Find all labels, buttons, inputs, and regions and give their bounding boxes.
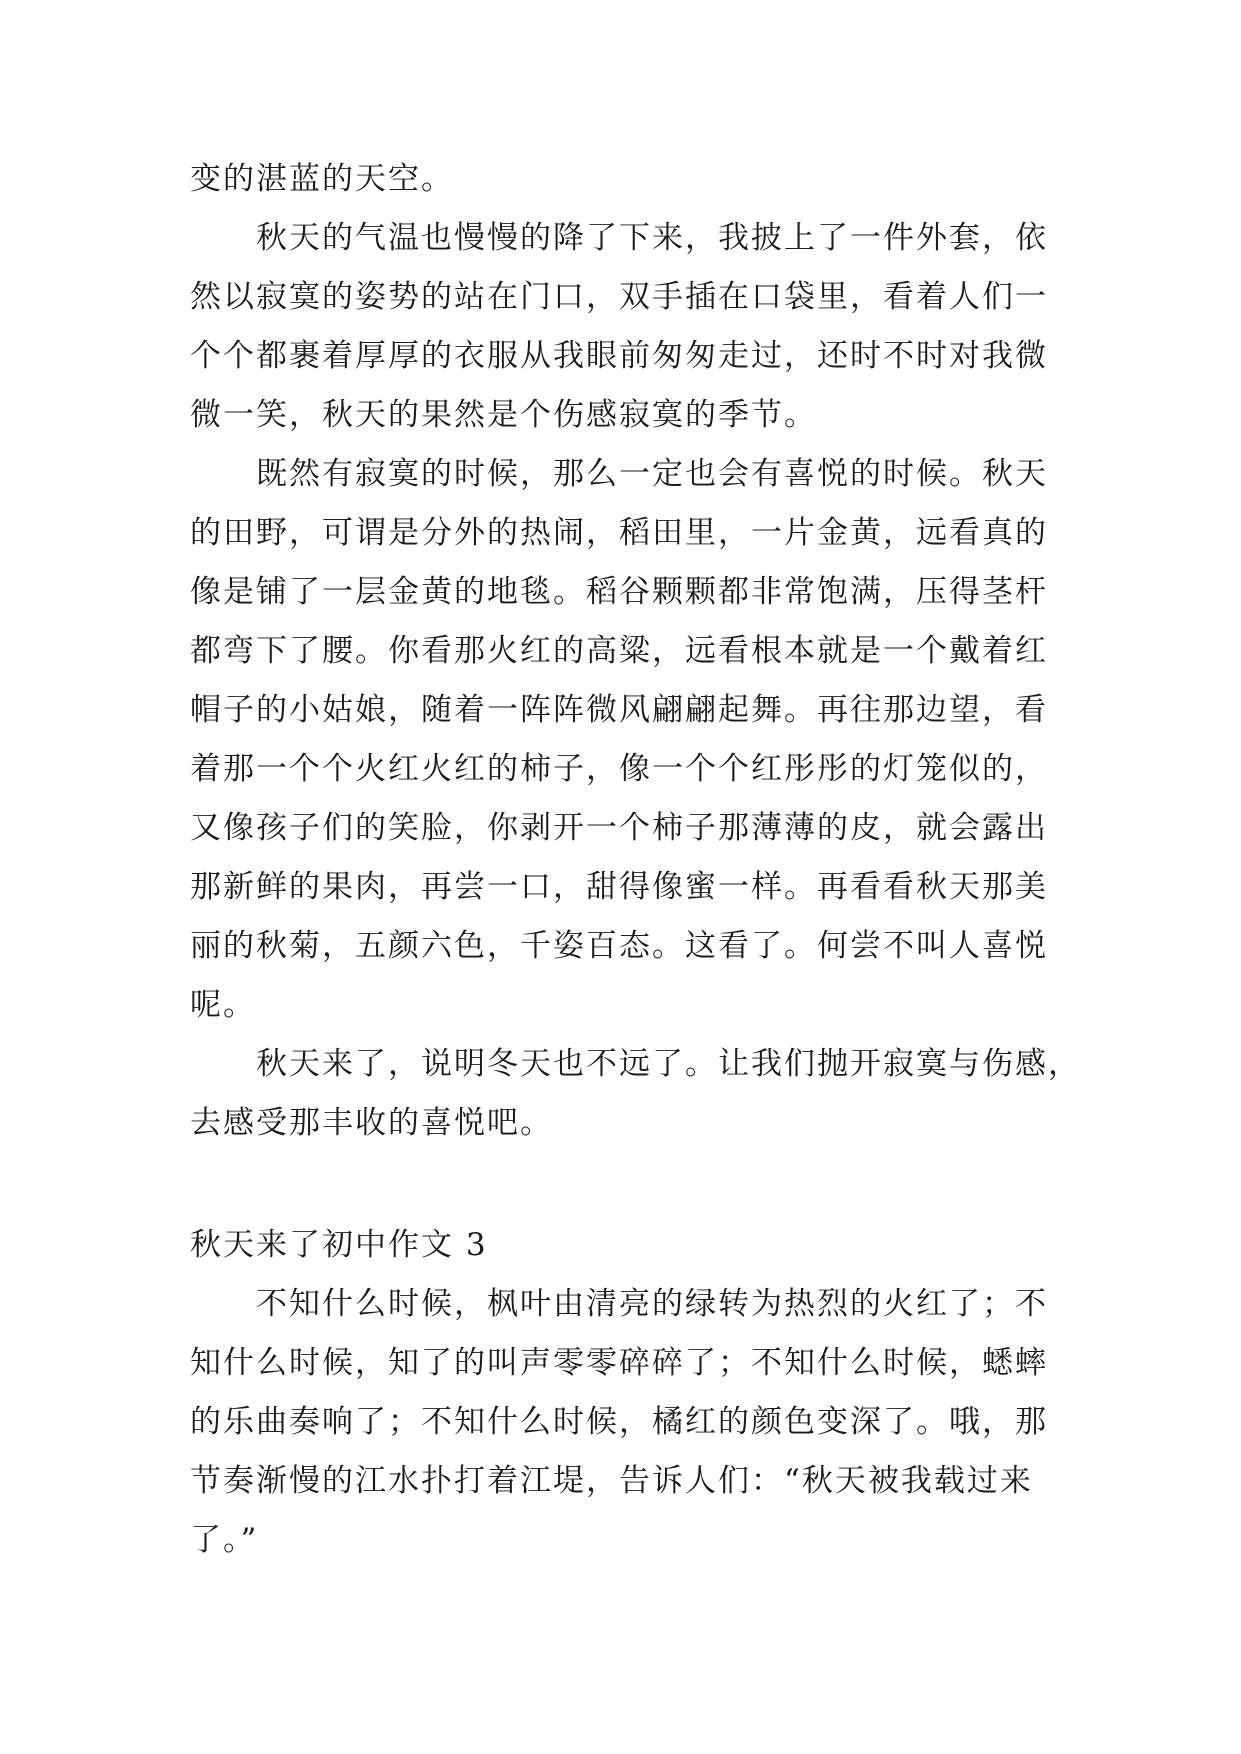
text-line: 丽的秋菊，五颜六色，千姿百态。这看了。何尝不叫人喜悦: [190, 928, 1048, 964]
text-line: 了。”: [190, 1522, 259, 1558]
text-line: 那新鲜的果肉，再尝一口，甜得像蜜一样。再看看秋天那美: [190, 869, 1048, 905]
text-line: 然以寂寞的姿势的站在门口，双手插在口袋里，看着人们一: [190, 279, 1048, 315]
section-gap: [190, 1153, 1060, 1216]
text-line: 着那一个个火红火红的柿子，像一个个红彤彤的灯笼似的，: [190, 751, 1048, 787]
text-line: 帽子的小姑娘，随着一阵阵微风翩翩起舞。再往那边望，看: [190, 692, 1048, 728]
text-line: 的乐曲奏响了；不知什么时候，橘红的颜色变深了。哦，那: [190, 1404, 1048, 1440]
text-line: 变的湛蓝的天空。: [190, 161, 454, 197]
text-line: 秋天的气温也慢慢的降了下来，我披上了一件外套，依: [256, 220, 1048, 256]
text-line: 像是铺了一层金黄的地毯。稻谷颗颗都非常饱满，压得茎杆: [190, 574, 1048, 610]
section-title: 秋天来了初中作文 3: [190, 1227, 488, 1263]
text-line: 去感受那丰收的喜悦吧。: [190, 1105, 553, 1141]
paragraph: [190, 150, 1060, 209]
paragraph: [190, 1275, 1060, 1570]
text-line: 都弯下了腰。你看那火红的高粱，远看根本就是一个戴着红: [190, 633, 1048, 669]
text-line: 不知什么时候，枫叶由清亮的绿转为热烈的火红了；不: [256, 1286, 1048, 1322]
text-line: 知什么时候，知了的叫声零零碎碎了；不知什么时候，蟋蟀: [190, 1345, 1048, 1381]
document-page: [190, 150, 1081, 1570]
paragraph: [190, 1035, 1081, 1153]
text-line: 微一笑，秋天的果然是个伤感寂寞的季节。: [190, 397, 817, 433]
paragraph: [190, 209, 1060, 445]
text-line: 的田野，可谓是分外的热闹，稻田里，一片金黄，远看真的: [190, 515, 1048, 551]
text-line: 既然有寂寞的时候，那么一定也会有喜悦的时候。秋天: [256, 456, 1048, 492]
text-line: 个个都裹着厚厚的衣服从我眼前匆匆走过，还时不时对我微: [190, 338, 1048, 374]
text-line: 秋天来了，说明冬天也不远了。让我们抛开寂寞与伤感，: [256, 1046, 1081, 1082]
text-line: 呢。: [190, 987, 256, 1023]
paragraph: [190, 445, 1060, 1035]
text-line: 又像孩子们的笑脸，你剥开一个柿子那薄薄的皮，就会露出: [190, 810, 1048, 846]
text-line: 节奏渐慢的江水扑打着江堤，告诉人们：“秋天被我载过来: [190, 1463, 1033, 1499]
